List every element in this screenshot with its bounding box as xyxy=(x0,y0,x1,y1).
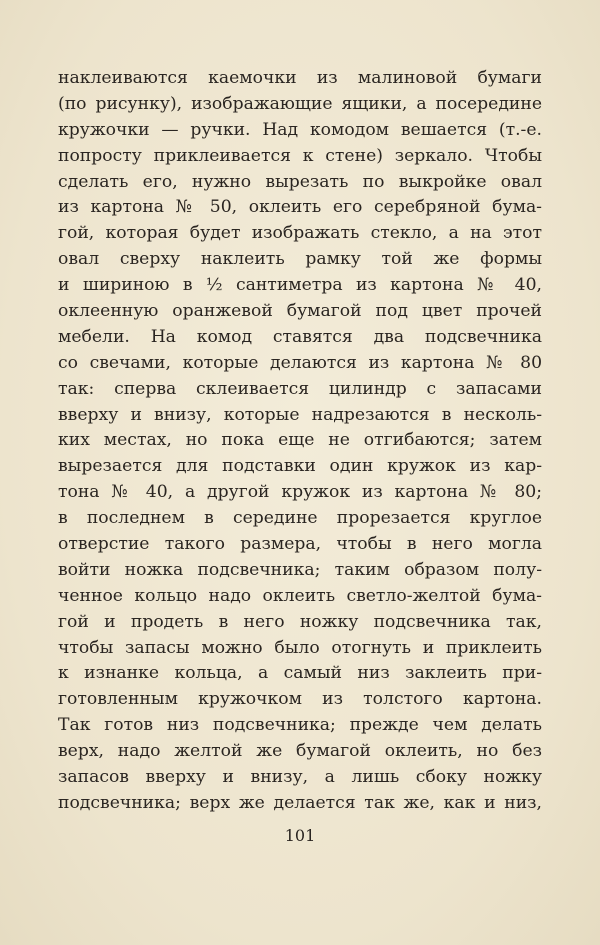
text-line: верх, надо желтой же бумагой оклеить, но без xyxy=(58,741,542,762)
text-line: ких местах, но пока еще не отгибаются; затем xyxy=(58,430,542,451)
text-line: кружочки — ручки. Над комодом вешается (т.-е. xyxy=(58,119,542,140)
text-line: наклеиваются каемочки из малиновой бумаги xyxy=(58,68,542,88)
body-text xyxy=(58,66,542,817)
text-line: чтобы запасы можно было отогнуть и приклеить xyxy=(58,637,542,658)
text-line: в последнем в середине прорезается круглое xyxy=(58,508,542,529)
text-line: (по рисунку), изображающие ящики, а посередине xyxy=(58,93,542,114)
text-line: так: сперва склеивается цилиндр с запасами xyxy=(58,378,542,399)
text-line: тона № 40, а другой кружок из картона № 80; xyxy=(58,482,542,503)
text-line: мебели. На комод ставятся два подсвечника xyxy=(58,326,542,347)
page-number: 101 xyxy=(284,826,316,845)
text-line: подсвечника; верх же делается так же, как и низ, xyxy=(58,792,542,813)
text-line: Так готов низ подсвечника; прежде чем делать xyxy=(58,715,542,736)
text-line: со свечами, которые делаются из картона № 80 xyxy=(58,352,542,373)
text-line: вверху и внизу, которые надрезаются в несколь- xyxy=(58,404,542,425)
text-line: оклеенную оранжевой бумагой под цвет прочей xyxy=(58,301,542,322)
text-line: гой, которая будет изображать стекло, а на этот xyxy=(58,223,542,244)
text-line: ченное кольцо надо оклеить светло-желтой бума- xyxy=(58,585,542,606)
text-line: попросту приклеивается к стене) зеркало. Чтобы xyxy=(58,145,542,166)
text-line: отверстие такого размера, чтобы в него могла xyxy=(58,534,542,555)
text-line: запасов вверху и внизу, а лишь сбоку ножку xyxy=(58,767,542,788)
text-line: из картона № 50, оклеить его серебряной бума- xyxy=(58,197,542,218)
text-line: вырезается для подставки один кружок из кар- xyxy=(58,456,542,477)
text-line: сделать его, нужно вырезать по выкройке овал xyxy=(58,171,542,192)
text-line: и шириною в ½ сантиметра из картона № 40, xyxy=(58,275,542,296)
text-line: к изнанке кольца, а самый низ заклеить при- xyxy=(58,663,542,684)
text-line: войти ножка подсвечника; таким образом полу- xyxy=(58,559,542,580)
text-line: гой и продеть в него ножку подсвечника так, xyxy=(58,611,542,632)
text-line: овал сверху наклеить рамку той же формы xyxy=(58,249,542,270)
text-line: готовленным кружочком из толстого картона. xyxy=(58,689,542,710)
